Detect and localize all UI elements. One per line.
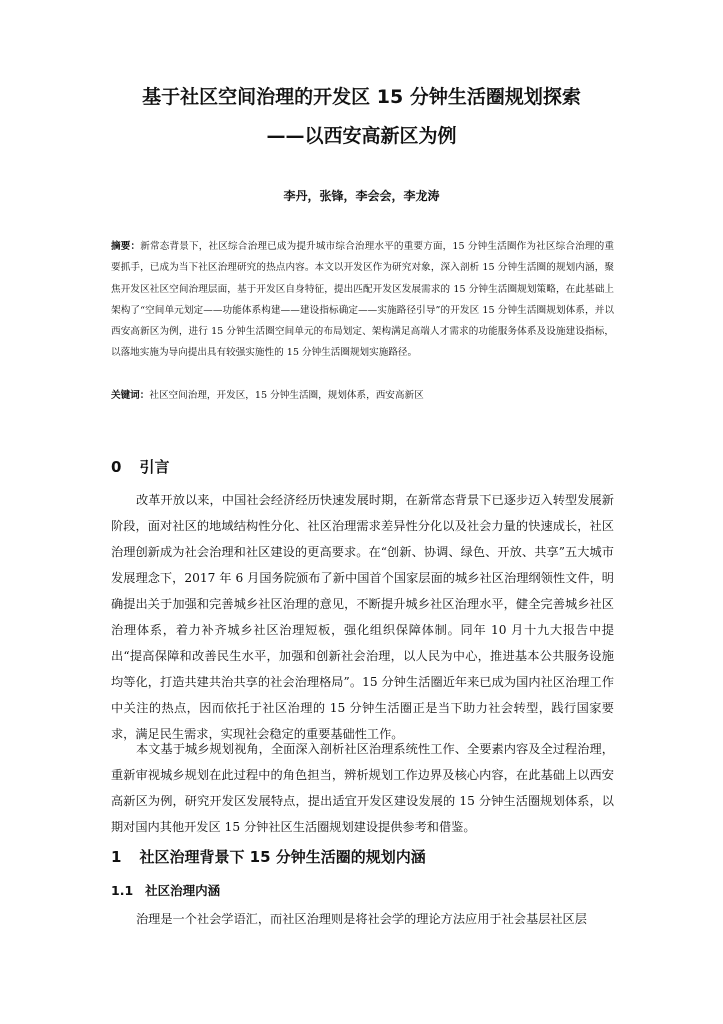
subsection-title: 社区治理内涵 <box>145 883 221 898</box>
section-heading-0 <box>111 457 169 477</box>
author-list: 李丹，张锋，李会会，李龙涛 <box>283 189 440 203</box>
abstract <box>111 236 614 364</box>
abstract-text: 新常态背景下，社区综合治理已成为提升城市综合治理水平的重要方面，15 分钟生活圈作为社区综合治理的重要抓手，已成为当下社区治理研究的热点内容。本文以开发区作为研究对象，深入剖析 15 分钟生活圈的规划内涵，聚焦开发区社区空间治理层面，基于开发区自身特征，提出匹配开发区发展需求的 15 分钟生活圈规划策略，在此基础上架构了“空间单元划定——功能体系构建——建设指标确定——实施路径引导”的开发区 15 分钟生活圈规划体系，并以西安高新区为例，进行 15 分钟生活圈空间单元的布局划定、架构满足高端人才需求的功能服务体系及设施建设指标，以落地实施为导向提出具有较强实施性的 15 分钟生活圈规划实施路径。 <box>111 241 614 359</box>
section-number: 1 <box>111 848 122 866</box>
intro-paragraph-2: 本文基于城乡规划视角，全面深入剖析社区治理系统性工作、全要素内容及全过程治理，重新审视城乡规划在此过程中的角色担当，辨析规划工作边界及核心内容，在此基础上以西安高新区为例，研究开发区发展特点，提出适宜开发区建设发展的 15 分钟生活圈规划体系，以期对国内其他开发区 15 分钟社区生活圈规划建设提供参考和借鉴。 <box>111 742 614 834</box>
keywords-label: 关键词： <box>111 390 150 401</box>
subsection-heading-1-1 <box>111 882 220 900</box>
abstract-label: 摘要： <box>111 241 141 252</box>
paper-subtitle: ——以西安高新区为例 <box>266 125 457 147</box>
section-heading-1 <box>111 847 426 867</box>
section-title: 社区治理背景下 15 分钟生活圈的规划内涵 <box>139 848 426 866</box>
section-title: 引言 <box>139 458 170 476</box>
intro-paragraph-1: 改革开放以来，中国社会经济经历快速发展时期，在新常态背景下已逐步迈入转型发展新阶段，面对社区的地域结构性分化、社区治理需求差异性分化以及社会力量的快速成长，社区治理创新成为社会治理和社区建设的更高要求。在“创新、协调、绿色、开放、共享”五大城市发展理念下，2017 年 6 月国务院颁布了新中国首个国家层面的城乡社区治理纲领性文件，明确提出关于加强和完善城乡社区治理的意见，不断提升城乡社区治理水平，健全完善城乡社区治理体系，着力补齐城乡社区治理短板，强化组织保障体制。同年 10 月十九大报告中提出“提高保障和改善民生水平，加强和创新社会治理，以人民为中心，推进基本公共服务设施均等化，打造共建共治共享的社会治理格局”。15 分钟生活圈近年来已成为国内社区治理工作中关注的热点，因而依托于社区治理的 15 分钟生活圈正是当下助力社会转型，践行国家要求，满足民生需求，实现社会稳定的重要基础性工作。 <box>111 493 614 741</box>
subsection-number: 1.1 <box>111 883 134 898</box>
keywords <box>111 387 614 405</box>
section-number: 0 <box>111 458 122 476</box>
body-paragraph: 治理是一个社会学语汇，而社区治理则是将社会学的理论方法应用于社会基层社区层 <box>136 912 587 926</box>
paper-title: 基于社区空间治理的开发区 15 分钟生活圈规划探索 <box>142 86 581 108</box>
keywords-text: 社区空间治理，开发区，15 分钟生活圈，规划体系，西安高新区 <box>149 390 424 401</box>
